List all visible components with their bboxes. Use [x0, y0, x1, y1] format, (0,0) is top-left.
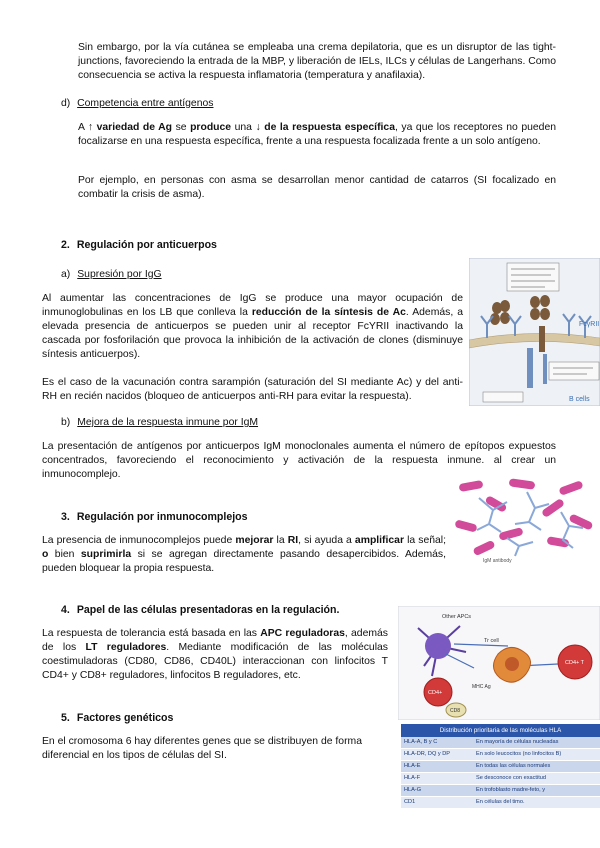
- section-2a-paragraph-1: Al aumentar las concentraciones de IgG se produce una mayor ocupación de inmunoglobulinas en los LB que conlleva la reducción de la síntesis de Ac. Además, a elevada presencia de anticuerpos se pueden unir al receptor FcYRII inactivando la cascada por fosforilación que provoca la inhibición de la activación de clones (disminuye síntesis anticuerpos).: [42, 293, 463, 360]
- hla-table-container: [401, 724, 600, 809]
- mhc-label: MHC Ag: [472, 684, 491, 690]
- section-2-heading: 2. Regulación por anticuerpos: [61, 239, 217, 251]
- section-d-paragraph-2: Por ejemplo, en personas con asma se desarrollan menor cantidad de catarros (SI focalizado en combatir la crisis de asma).: [78, 175, 556, 200]
- svg-text:CD4+: CD4+: [428, 690, 443, 696]
- table-row: HLA-DR, DQ y DP En solo leucocitos (no linfocitos B): [401, 749, 600, 761]
- section-d-title: Competencia entre antígenos: [77, 98, 214, 109]
- section-d-marker: d): [61, 98, 71, 109]
- table-row: HLA-F Se desconoce con exactitud: [401, 773, 600, 785]
- section-2b-paragraph-1: La presentación de antígenos por anticuerpos IgM monoclonales aumenta el número de epítopos expuestos concentrados, favoreciendo el reconocimiento y activación de la respuesta inmune. al crear un inmunocomplejo.: [42, 441, 556, 480]
- cd8-label: CD8: [450, 708, 461, 714]
- section-4-heading: 4. Papel de las células presentadoras en la regulación.: [61, 604, 340, 616]
- section-d-heading: [61, 97, 213, 111]
- table-row: HLA-A, B y C En mayoría de células nucleadas: [401, 737, 600, 749]
- tr-cell-label: Tr cell: [484, 638, 499, 644]
- other-apcs-label: Other APCs: [442, 614, 472, 620]
- igm-caption: IgM antibody: [483, 558, 512, 564]
- fcgr-label: FcγRII: [579, 321, 600, 328]
- section-d-paragraph-1: A ↑ variedad de Ag se produce una ↓ de la respuesta específica, ya que los receptores no pueden focalizarse en una respuesta específica, frente a una respuesta focalizada frente a un solo antígeno.: [78, 122, 556, 147]
- section-3-paragraph-1: La presencia de inmunocomplejos puede mejorar la RI, si ayuda a amplificar la señal; o bien suprimirla si se agregan directamente pasando desapercibidos. Además, pueden bloquear la propia respuesta.: [42, 535, 446, 574]
- section-2b-heading: b) Mejora de la respuesta inmune por IgM: [61, 417, 259, 428]
- section-4-paragraph-1: La respuesta de tolerancia está basada en las APC reguladoras, además de los LT reguladores. Mediante modificación de las moléculas coestimuladoras (CD80, CD86, CD40L) interaccionan con linfocitos T CD4+ y CD8+ reguladores, linfocitos B reguladores, etc.: [42, 628, 388, 681]
- table-row: HLA-E En todas las células normales: [401, 761, 600, 773]
- b-cells-label: B cells: [569, 396, 590, 403]
- table-row: HLA-G En trofoblasto madre-feto, y: [401, 785, 600, 797]
- section-2a-heading: a) Supresión por IgG: [61, 269, 162, 280]
- section-5-heading: 5. Factores genéticos: [61, 712, 174, 724]
- fcgr-diagram: [469, 258, 600, 406]
- hla-table: [401, 737, 600, 809]
- section-2a-paragraph-2: Es el caso de la vacunación contra sarampión (saturación del SI mediante Ac) y del anti-RH en recién nacidos (bloqueo de anticuerpos anti-RH para evitar la respuesta).: [42, 377, 463, 402]
- section-5-paragraph-1: En el cromosoma 6 hay diferentes genes que se distribuyen de forma diferencial en los tipos de células del SI.: [42, 736, 362, 761]
- igm-immunocomplex-image: [449, 478, 600, 564]
- cd4-label: CD4+ T: [565, 660, 585, 666]
- table-row: CD1 En células del timo.: [401, 797, 600, 809]
- section-3-heading: 3. Regulación por inmunocomplejos: [61, 511, 248, 523]
- hla-table-title: Distribución prioritaria de las moléculas HLA: [401, 724, 600, 737]
- intro-paragraph: Sin embargo, por la vía cutánea se empleaba una crema depilatoria, que es un disruptor de las tight-junctions, favoreciendo la entrada de la MBP, y liberación de IELs, ILCs y células de Langerhans. Como consecuencia se activa la respuesta inflamatoria (temperatura y anafilaxia).: [78, 42, 556, 81]
- apc-regulation-diagram: [398, 606, 600, 720]
